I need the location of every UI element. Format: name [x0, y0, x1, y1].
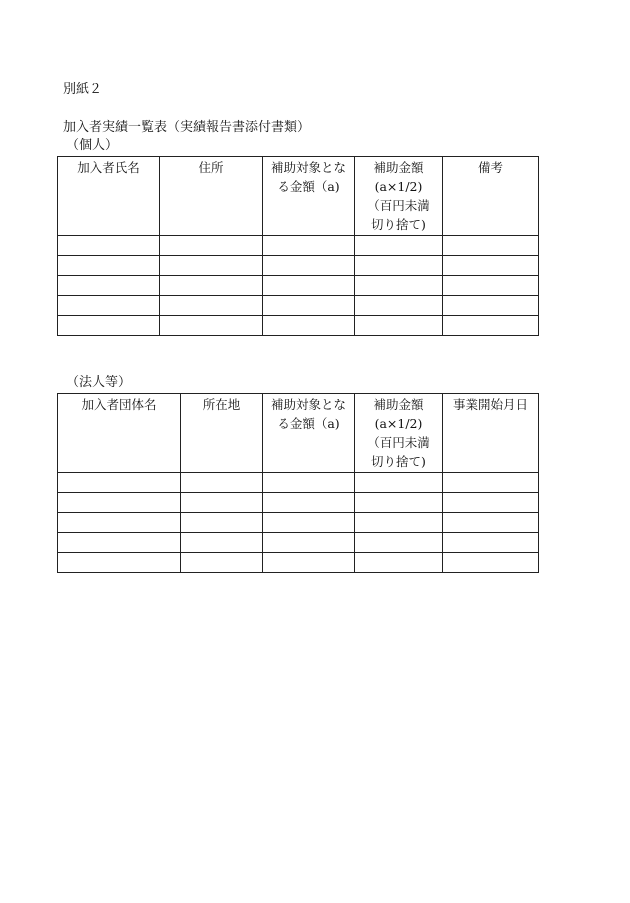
- table-row: [58, 256, 539, 276]
- header-business-start-date: [443, 394, 539, 473]
- table-cell[interactable]: [355, 296, 443, 316]
- table-cell[interactable]: [355, 533, 443, 553]
- header-member-name: [58, 157, 160, 236]
- corporate-table: [57, 393, 539, 573]
- table-row: [58, 296, 539, 316]
- header-line: 補助対象とな: [270, 397, 346, 412]
- header-line: る金額（a): [277, 416, 340, 431]
- table-cell[interactable]: [443, 296, 539, 316]
- table-cell[interactable]: [181, 533, 263, 553]
- table-row: [58, 276, 539, 296]
- header-subsidy-target-amount: [263, 157, 355, 236]
- header-subsidy-amount: [355, 394, 443, 473]
- table-cell[interactable]: [160, 276, 263, 296]
- header-subsidy-target-amount: [263, 394, 355, 473]
- header-line: 住所: [198, 160, 224, 175]
- table-row: [58, 493, 539, 513]
- header-remarks: [443, 157, 539, 236]
- corporate-section-label: （法人等）: [66, 375, 132, 390]
- table-cell[interactable]: [443, 276, 539, 296]
- table-cell[interactable]: [58, 473, 181, 493]
- table-cell[interactable]: [181, 493, 263, 513]
- table-cell[interactable]: [355, 316, 443, 336]
- table-cell[interactable]: [355, 493, 443, 513]
- table-row: [58, 513, 539, 533]
- table-cell[interactable]: [160, 316, 263, 336]
- table-cell[interactable]: [263, 493, 355, 513]
- table-cell[interactable]: [58, 513, 181, 533]
- table-cell[interactable]: [443, 553, 539, 573]
- header-address: [160, 157, 263, 236]
- table-cell[interactable]: [443, 473, 539, 493]
- table-cell[interactable]: [160, 256, 263, 276]
- table-cell[interactable]: [58, 296, 160, 316]
- table-row: [58, 473, 539, 493]
- header-line: 加入者氏名: [77, 160, 140, 175]
- table-row: [58, 553, 539, 573]
- individual-table: [57, 156, 539, 336]
- table-cell[interactable]: [58, 276, 160, 296]
- header-line: (a×1/2): [374, 179, 423, 194]
- table-header-row: [58, 157, 539, 236]
- table-cell[interactable]: [263, 296, 355, 316]
- header-line: 所在地: [202, 397, 241, 412]
- table-cell[interactable]: [263, 316, 355, 336]
- header-line: (a×1/2): [374, 416, 423, 431]
- header-line: （百円未満: [367, 435, 430, 450]
- table-cell[interactable]: [58, 236, 160, 256]
- individual-section-label: （個人）: [66, 138, 119, 153]
- header-line: る金額（a): [277, 179, 340, 194]
- table-cell[interactable]: [58, 316, 160, 336]
- header-line: 補助対象とな: [270, 160, 346, 175]
- table-cell[interactable]: [443, 256, 539, 276]
- header-line: 切り捨て): [371, 454, 426, 469]
- header-line: 補助金額: [373, 160, 424, 175]
- header-line: 加入者団体名: [81, 397, 157, 412]
- header-line: 切り捨て): [371, 217, 426, 232]
- table-cell[interactable]: [160, 236, 263, 256]
- table-row: [58, 316, 539, 336]
- table-cell[interactable]: [355, 553, 443, 573]
- header-line: （百円未満: [367, 198, 430, 213]
- header-location: [181, 394, 263, 473]
- table-cell[interactable]: [443, 236, 539, 256]
- table-cell[interactable]: [263, 236, 355, 256]
- table-cell[interactable]: [355, 513, 443, 533]
- table-cell[interactable]: [355, 473, 443, 493]
- header-line: 事業開始月日: [452, 397, 528, 412]
- table-cell[interactable]: [443, 316, 539, 336]
- table-cell[interactable]: [58, 256, 160, 276]
- table-cell[interactable]: [58, 493, 181, 513]
- header-subsidy-amount: [355, 157, 443, 236]
- table-cell[interactable]: [263, 553, 355, 573]
- table-cell[interactable]: [443, 533, 539, 553]
- table-cell[interactable]: [263, 533, 355, 553]
- table-cell[interactable]: [58, 533, 181, 553]
- table-cell[interactable]: [181, 513, 263, 533]
- table-cell[interactable]: [355, 256, 443, 276]
- document-title: 加入者実績一覧表（実績報告書添付書類）: [63, 120, 311, 135]
- table-row: [58, 533, 539, 553]
- table-cell[interactable]: [355, 276, 443, 296]
- attachment-label: 別紙２: [63, 82, 103, 97]
- table-cell[interactable]: [58, 553, 181, 573]
- table-cell[interactable]: [263, 513, 355, 533]
- header-line: 補助金額: [373, 397, 424, 412]
- table-header-row: [58, 394, 539, 473]
- table-cell[interactable]: [355, 236, 443, 256]
- table-cell[interactable]: [443, 493, 539, 513]
- table-cell[interactable]: [181, 553, 263, 573]
- table-cell[interactable]: [263, 276, 355, 296]
- header-line: 備考: [477, 160, 503, 175]
- table-row: [58, 236, 539, 256]
- table-cell[interactable]: [160, 296, 263, 316]
- table-cell[interactable]: [443, 513, 539, 533]
- table-cell[interactable]: [263, 473, 355, 493]
- table-cell[interactable]: [263, 256, 355, 276]
- header-organization-name: [58, 394, 181, 473]
- table-cell[interactable]: [181, 473, 263, 493]
